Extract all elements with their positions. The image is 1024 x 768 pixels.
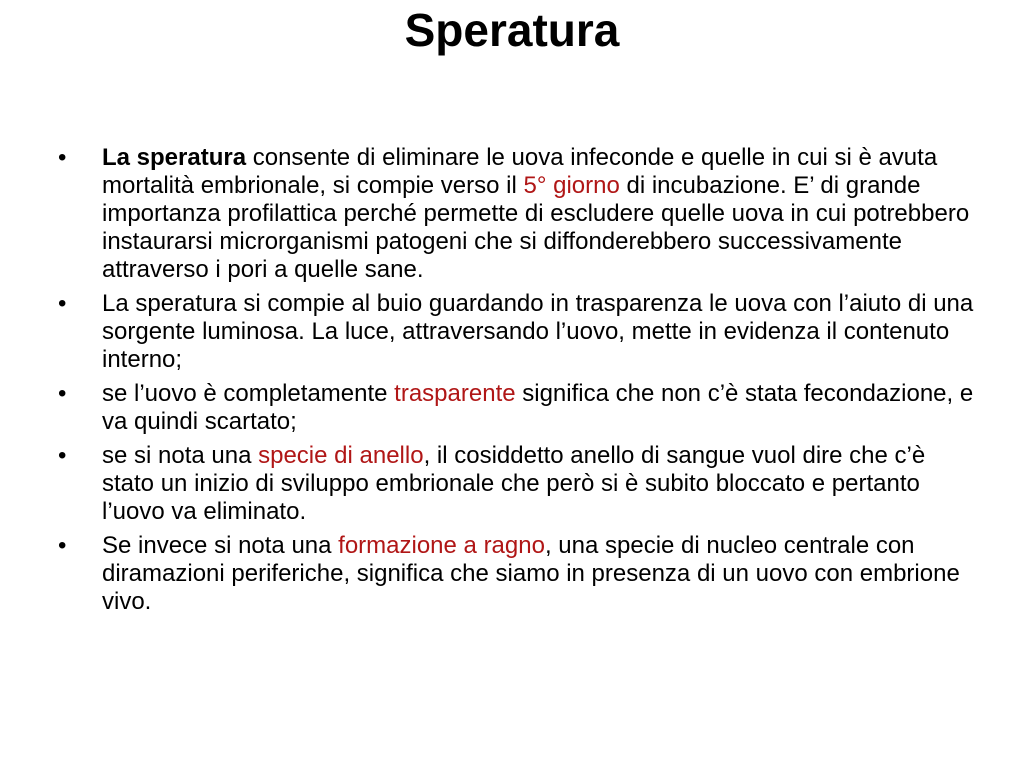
bullet-3-text-part-1: se l’uovo è completamente: [102, 380, 395, 407]
bullet-icon: •: [58, 290, 67, 317]
slide-title: Speratura: [404, 4, 620, 56]
bullet-list: [58, 144, 978, 622]
bullet-1-text-part-1: consente di eliminare le uova infeconde e quelle in cui si è avuta mortalità embrionale, si compie verso il: [102, 144, 938, 199]
bullet-icon: •: [58, 532, 67, 559]
bullet-5-text-part-1: Se invece si nota una: [102, 532, 339, 559]
bullet-4-text-part-1: se si nota una: [102, 442, 259, 469]
bullet-2-text: La speratura si compie al buio guardando in trasparenza le uova con l’aiuto di una sorgente luminosa. La luce, attraversando l’uovo, mette in evidenza il contenuto interno;: [102, 290, 974, 373]
bullet-item-1: [58, 144, 978, 284]
bullet-item-2: [58, 290, 978, 374]
bullet-icon: •: [58, 144, 67, 171]
bullet-item-3: [58, 380, 978, 436]
bullet-1-text-part-2: di incubazione. E’ di grande importanza profilattica perché permette di escludere quelle uova in cui potrebbero instaurarsi microrganismi patogeni che si diffonderebbero successivamente attraverso i pori a quelle sane.: [102, 172, 970, 283]
bullet-3-highlight: trasparente: [394, 380, 516, 407]
bullet-4-text-part-2: , il cosiddetto anello di sangue vuol dire che c’è stato un inizio di sviluppo embrionale che però si è subito bloccato e pertanto l’uovo va eliminato.: [102, 442, 926, 525]
bullet-icon: •: [58, 380, 67, 407]
bullet-3-text-part-2: significa che non c’è stata fecondazione, e va quindi scartato;: [102, 380, 974, 435]
bullet-item-5: [58, 532, 978, 616]
bullet-4-highlight: specie di anello: [258, 442, 424, 469]
bullet-5-text-part-2: , una specie di nucleo centrale con diramazioni periferiche, significa che siamo in presenza di un uovo con embrione vivo.: [102, 532, 960, 615]
bullet-icon: •: [58, 442, 67, 469]
bullet-1-highlight: 5° giorno: [523, 172, 620, 199]
bullet-1-bold-lead: La speratura: [102, 144, 247, 171]
bullet-item-4: [58, 442, 978, 526]
bullet-5-highlight: formazione a ragno: [338, 532, 545, 559]
